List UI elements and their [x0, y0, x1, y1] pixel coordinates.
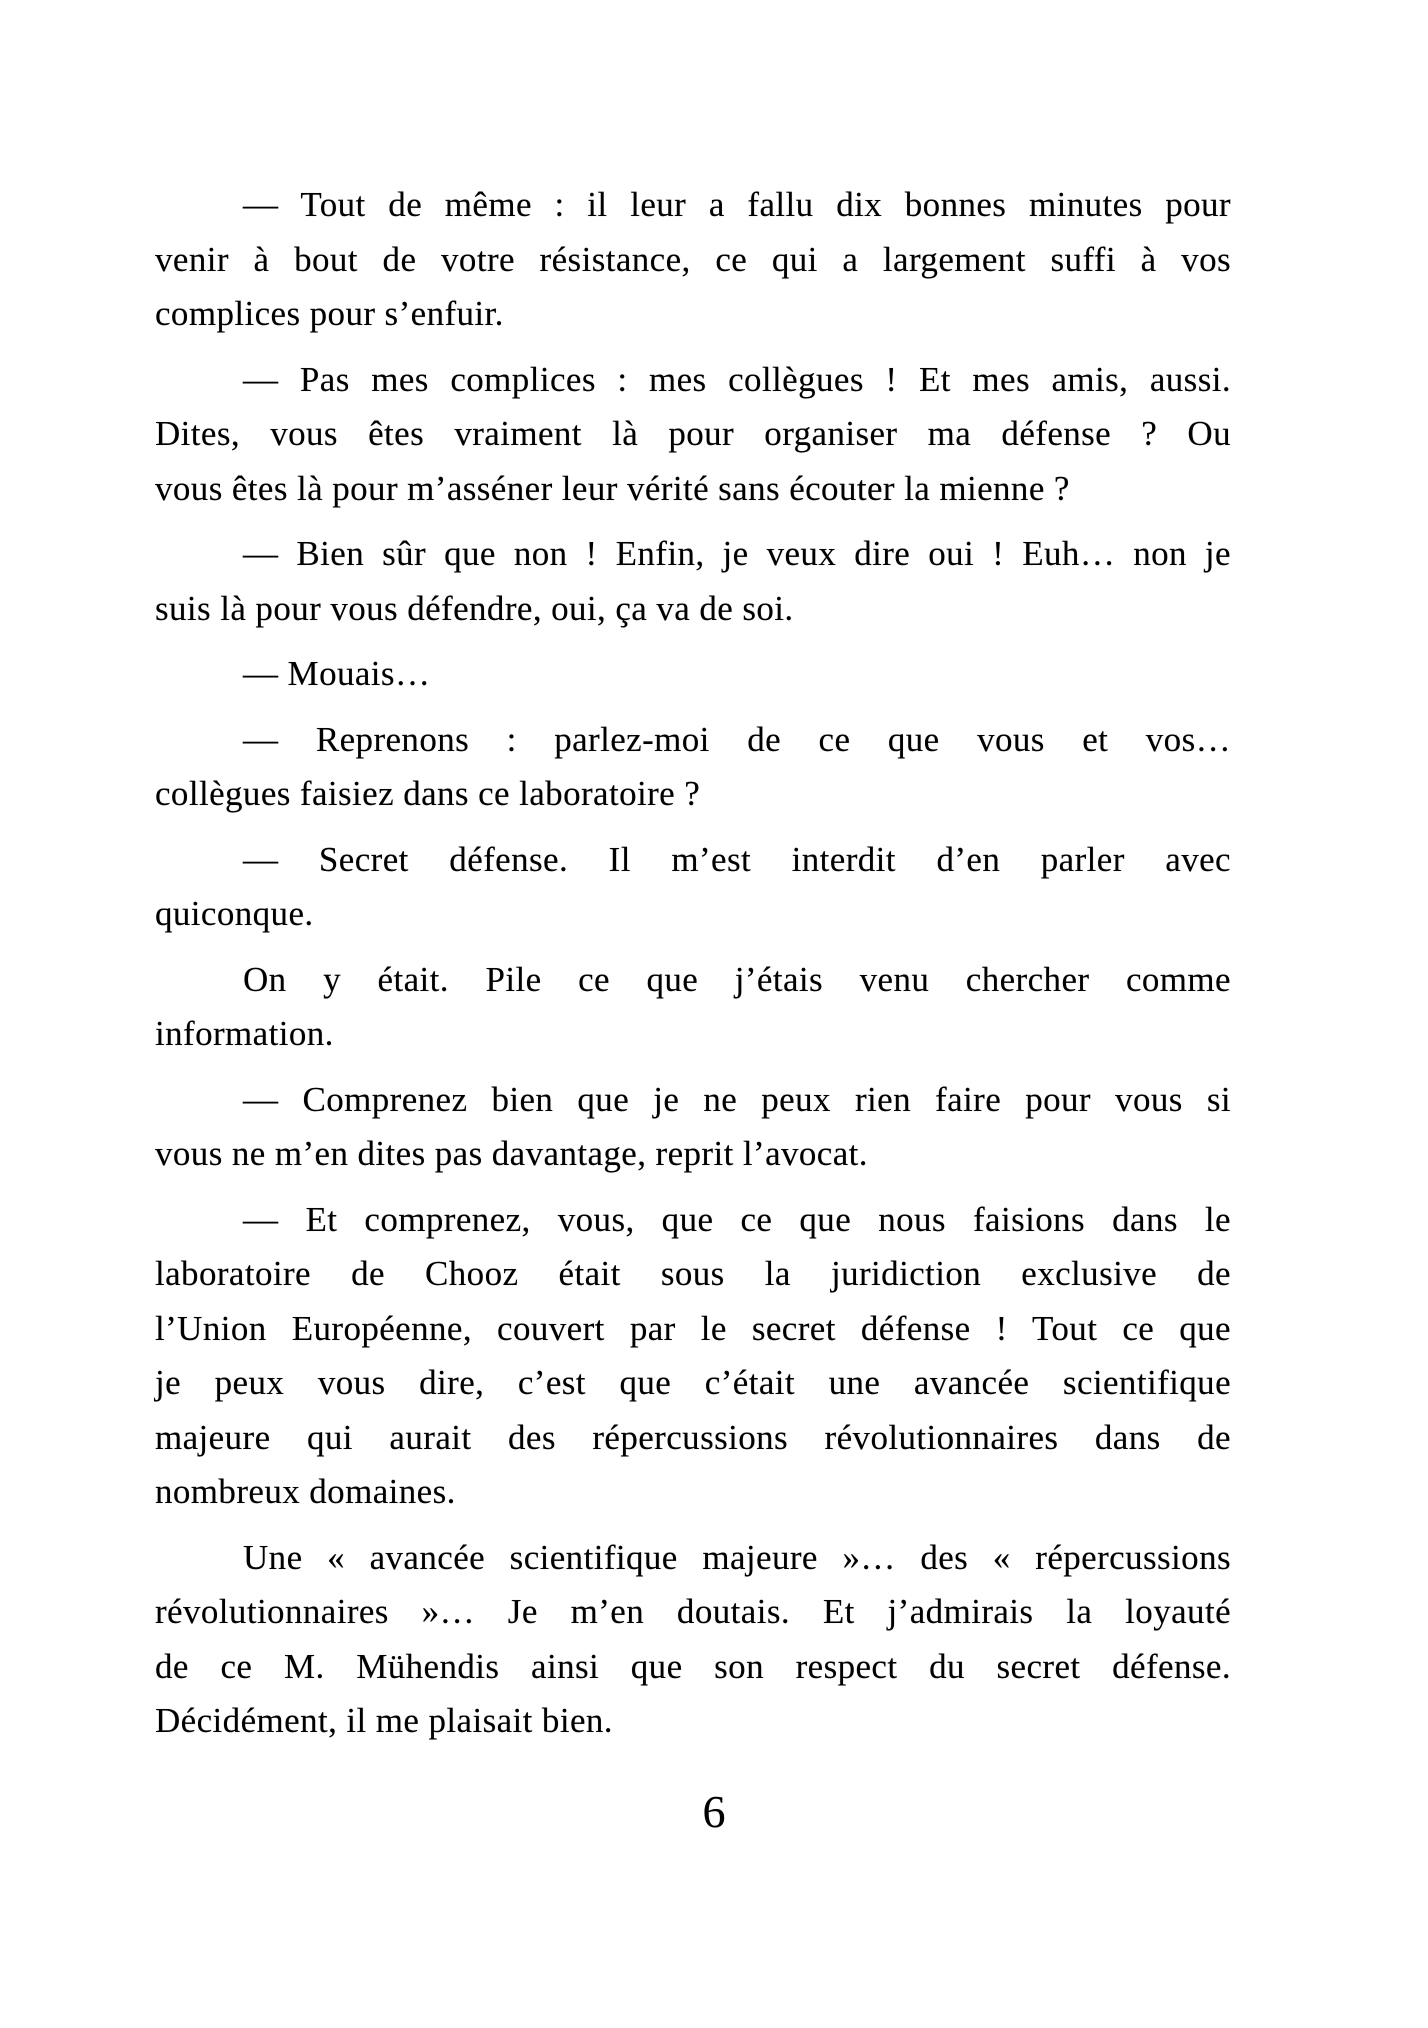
- paragraph: [155, 713, 1231, 822]
- text-line: venir à bout de votre résistance, ce qui a largement suffi à vos: [155, 239, 1231, 279]
- text-line: — Pas mes complices : mes collègues ! Et mes amis, aussi.: [243, 359, 1231, 399]
- text-line: — Secret défense. Il m’est interdit d’en parler avec: [243, 839, 1231, 879]
- paragraph: [155, 833, 1231, 942]
- text-line: nombreux domaines.: [155, 1472, 456, 1511]
- text-line: — Bien sûr que non ! Enfin, je veux dire oui ! Euh… non je: [243, 534, 1231, 573]
- text-line: On y était. Pile ce que j’étais venu chercher comme: [243, 959, 1231, 999]
- text-line: vous êtes là pour m’asséner leur vérité sans écouter la mienne ?: [155, 468, 1070, 508]
- text-line: information.: [155, 1014, 334, 1053]
- text-line: complices pour s’enfuir.: [155, 294, 504, 333]
- paragraph: [155, 1531, 1231, 1749]
- text-line: — Comprenez bien que je ne peux rien faire pour vous si: [243, 1079, 1231, 1119]
- text-line: suis là pour vous défendre, oui, ça va de soi.: [155, 588, 794, 628]
- text-line: collègues faisiez dans ce laboratoire ?: [155, 774, 701, 813]
- text-line: quiconque.: [155, 894, 314, 933]
- text-line: — Et comprenez, vous, que ce que nous faisions dans le: [243, 1199, 1231, 1239]
- text-line: — Tout de même : il leur a fallu dix bonnes minutes pour: [243, 185, 1231, 224]
- paragraph: [155, 647, 1231, 702]
- page-number: 6: [702, 1786, 726, 1837]
- text-line: Décidément, il me plaisait bien.: [155, 1701, 613, 1740]
- text-line: je peux vous dire, c’est que c’était une avancée scientifique: [155, 1363, 1231, 1402]
- paragraph: [155, 178, 1231, 342]
- paragraph: [155, 1073, 1231, 1182]
- paragraph: [155, 1193, 1231, 1520]
- paragraph: [155, 353, 1231, 517]
- text-line: — Mouais…: [243, 654, 431, 693]
- text-line: majeure qui aurait des répercussions révolutionnaires dans de: [155, 1417, 1231, 1457]
- text-line: Dites, vous êtes vraiment là pour organiser ma défense ? Ou: [155, 414, 1231, 453]
- text-line: l’Union Européenne, couvert par le secret défense ! Tout ce que: [155, 1308, 1231, 1348]
- text-line: laboratoire de Chooz était sous la juridiction exclusive de: [155, 1254, 1231, 1293]
- text-line: vous ne m’en dites pas davantage, reprit l’avocat.: [155, 1134, 868, 1173]
- paragraph: [155, 527, 1231, 636]
- paragraph: [155, 953, 1231, 1062]
- text-line: révolutionnaires »… Je m’en doutais. Et j’admirais la loyauté: [155, 1592, 1231, 1631]
- text-line: — Reprenons : parlez-moi de ce que vous et vos…: [243, 719, 1231, 759]
- text-line: de ce M. Mühendis ainsi que son respect du secret défense.: [155, 1646, 1231, 1686]
- page-text: [155, 178, 1231, 1749]
- text-line: Une « avancée scientifique majeure »… des « répercussions: [243, 1537, 1231, 1577]
